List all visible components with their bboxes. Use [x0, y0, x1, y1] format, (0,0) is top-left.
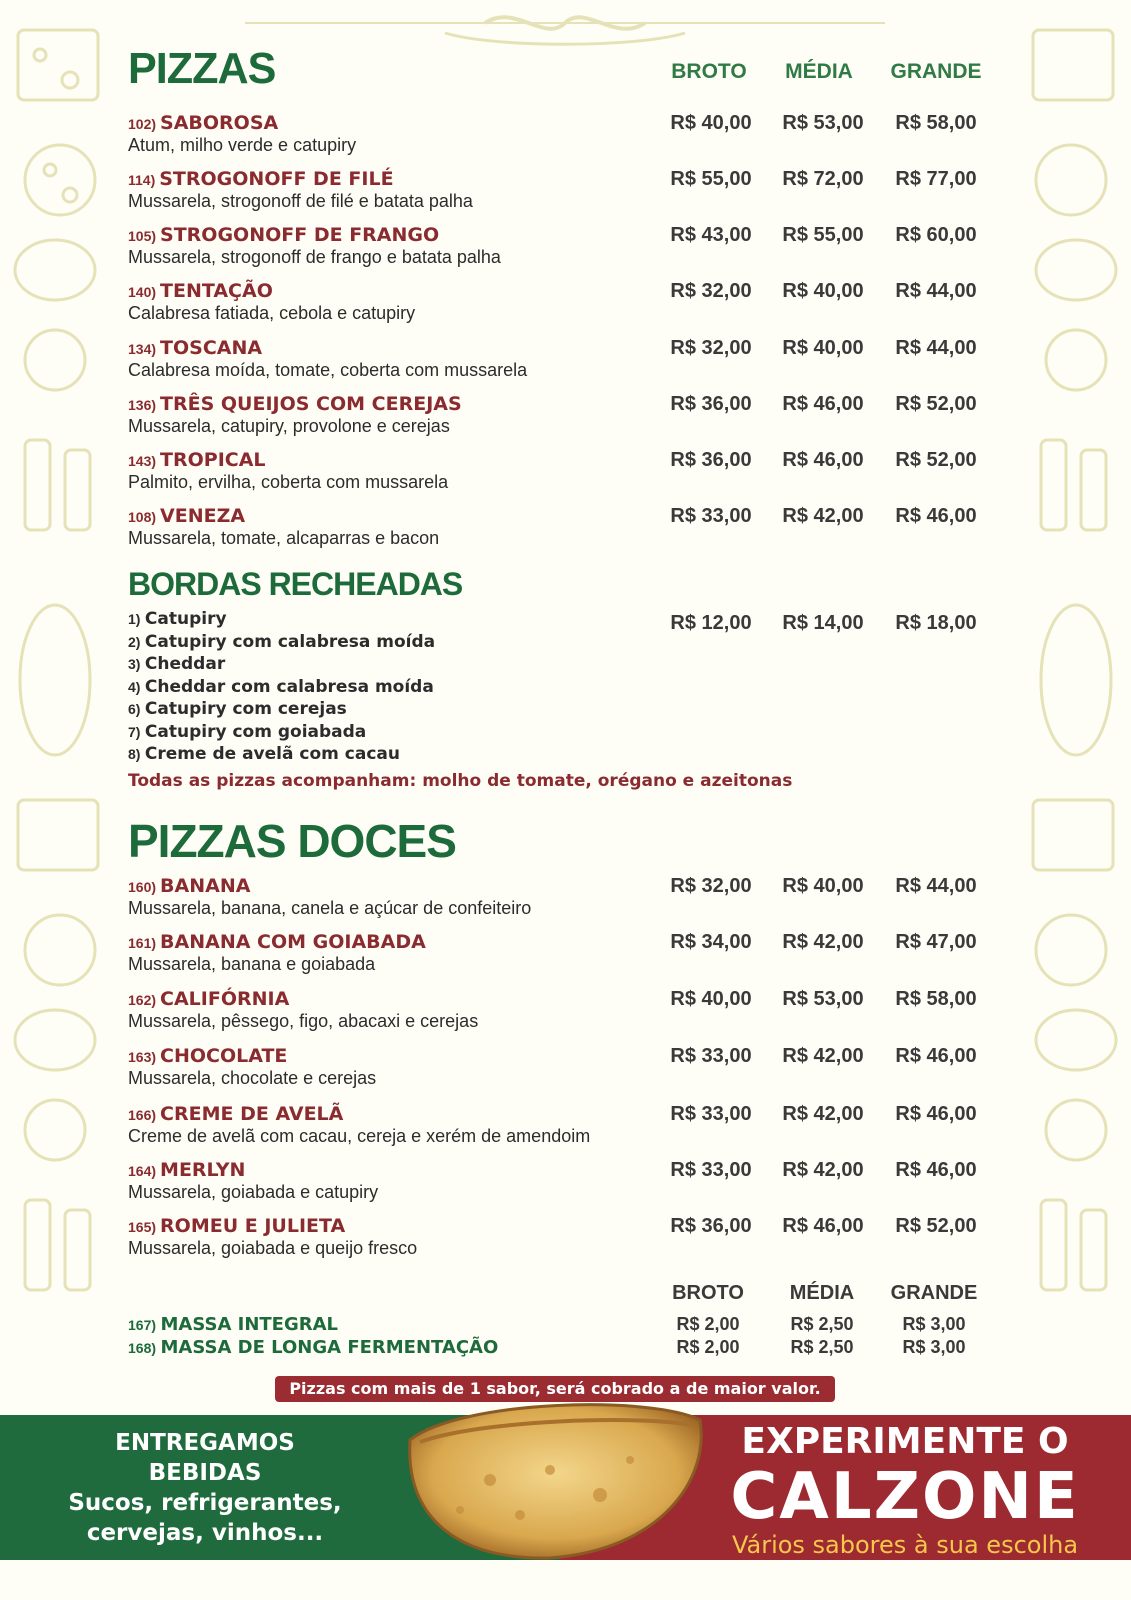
- borda-price-broto: R$ 12,00: [670, 612, 752, 634]
- section-title-pizzas-doces: PIZZAS DOCES: [128, 815, 456, 867]
- price-media: R$ 40,00: [782, 280, 864, 302]
- item-name: BANANA COM GOIABADA: [160, 931, 426, 953]
- item-number: 114): [128, 172, 156, 188]
- drinks-line: Sucos, refrigerantes,: [68, 1490, 342, 1516]
- price-broto: R$ 40,00: [670, 112, 752, 134]
- borda-label: Catupiry com calabresa moída: [144, 631, 436, 652]
- price-grande: R$ 77,00: [895, 168, 977, 190]
- price-grande: R$ 46,00: [895, 1045, 977, 1067]
- item-number: 105): [128, 228, 157, 244]
- item-name: BANANA: [160, 875, 251, 897]
- column-header-grande: GRANDE: [890, 60, 982, 83]
- borda-list: [128, 608, 608, 766]
- borda-label: Catupiry com cerejas: [144, 699, 347, 719]
- borda-number: 7): [128, 723, 141, 740]
- item-description: Mussarela, catupiry, provolone e cerejas: [128, 416, 450, 436]
- price-broto: R$ 33,00: [670, 1159, 752, 1181]
- item-description: Mussarela, banana, canela e açúcar de confeiteiro: [128, 898, 532, 918]
- price-media: R$ 72,00: [782, 168, 864, 190]
- menu-item: [128, 1103, 1008, 1153]
- price-broto: R$ 32,00: [670, 337, 752, 359]
- price-broto: R$ 36,00: [670, 1215, 752, 1237]
- promo-line-2: CALZONE: [730, 1460, 1080, 1534]
- item-description: Creme de avelã com cacau, cereja e xerém de amendoim: [128, 1126, 591, 1146]
- massa-headers: [128, 1282, 1008, 1304]
- column-header-broto: BROTO: [671, 60, 747, 83]
- drinks-line: cervejas, vinhos...: [86, 1520, 324, 1546]
- borda-number: 1): [128, 611, 141, 627]
- item-description: Mussarela, goiabada e catupiry: [128, 1182, 379, 1202]
- borda-label: Catupiry: [144, 609, 227, 629]
- borda-number: 3): [128, 656, 141, 672]
- item-name: MASSA INTEGRAL: [160, 1314, 339, 1335]
- list-item: [128, 721, 608, 744]
- list-item: [128, 676, 608, 699]
- borda-price-grande: R$ 18,00: [895, 612, 977, 634]
- price-broto: R$ 32,00: [670, 875, 752, 897]
- promo-line-1: EXPERIMENTE O: [741, 1421, 1069, 1462]
- price-media: R$ 2,50: [790, 1314, 854, 1334]
- menu-item: [128, 988, 1008, 1038]
- item-number: 167): [128, 1317, 157, 1333]
- item-name: MASSA DE LONGA FERMENTAÇÃO: [160, 1337, 499, 1358]
- item-name: STROGONOFF DE FILÉ: [159, 168, 394, 190]
- price-media: R$ 55,00: [782, 224, 864, 246]
- borda-number: 4): [128, 678, 141, 695]
- item-number: 168): [128, 1340, 157, 1356]
- massa-row: [128, 1337, 1008, 1359]
- column-header-media: MÉDIA: [785, 60, 853, 83]
- item-name: TOSCANA: [160, 337, 263, 359]
- item-name: TENTAÇÃO: [160, 280, 273, 302]
- massa-header-grande: GRANDE: [890, 1282, 978, 1304]
- item-description: Atum, milho verde e catupiry: [128, 135, 357, 155]
- item-description: Mussarela, chocolate e cerejas: [128, 1068, 377, 1088]
- price-grande: R$ 46,00: [895, 505, 977, 527]
- item-name: STROGONOFF DE FRANGO: [160, 224, 440, 246]
- section-title-bordas: BORDAS RECHEADAS: [128, 566, 463, 602]
- item-number: 143): [128, 453, 157, 469]
- price-grande: R$ 46,00: [895, 1103, 977, 1125]
- price-grande: R$ 3,00: [902, 1314, 966, 1334]
- calzone-image: [400, 1400, 710, 1560]
- menu-item: [128, 1159, 1008, 1209]
- item-name: CALIFÓRNIA: [160, 988, 290, 1010]
- item-name: CHOCOLATE: [160, 1045, 288, 1067]
- item-number: 165): [128, 1219, 157, 1235]
- price-media: R$ 42,00: [782, 931, 864, 953]
- price-media: R$ 2,50: [790, 1337, 854, 1357]
- list-item: [128, 608, 608, 631]
- item-number: 134): [128, 341, 157, 357]
- menu-item: [128, 875, 1008, 925]
- item-description: Mussarela, strogonoff de filé e batata palha: [128, 191, 473, 211]
- menu-item: [128, 505, 1008, 555]
- item-number: 164): [128, 1163, 157, 1179]
- item-number: 166): [128, 1107, 157, 1123]
- price-media: R$ 53,00: [782, 988, 864, 1010]
- item-number: 163): [128, 1049, 157, 1065]
- item-name: ROMEU E JULIETA: [160, 1215, 346, 1237]
- item-description: Mussarela, banana e goiabada: [128, 954, 376, 974]
- price-media: R$ 46,00: [782, 1215, 864, 1237]
- item-number: 162): [128, 992, 157, 1008]
- borda-number: 8): [128, 746, 141, 762]
- item-description: Calabresa moída, tomate, coberta com mussarela: [128, 360, 528, 380]
- menu-item: [128, 1215, 1008, 1265]
- list-item: [128, 743, 608, 766]
- price-broto: R$ 40,00: [670, 988, 752, 1010]
- price-grande: R$ 46,00: [895, 1159, 977, 1181]
- price-grande: R$ 44,00: [895, 280, 977, 302]
- price-broto: R$ 36,00: [670, 449, 752, 471]
- price-media: R$ 53,00: [782, 112, 864, 134]
- drinks-text: [30, 1428, 380, 1548]
- food-illustration-right: [1021, 0, 1131, 1440]
- menu-item: [128, 112, 1008, 162]
- price-broto: R$ 2,00: [676, 1337, 740, 1357]
- promo-line-3: Vários sabores à sua escolha: [731, 1531, 1079, 1559]
- massa-header-media: MÉDIA: [789, 1282, 855, 1304]
- borda-number: 6): [128, 701, 141, 717]
- price-grande: R$ 60,00: [895, 224, 977, 246]
- item-description: Mussarela, strogonoff de frango e batata palha: [128, 247, 501, 267]
- menu-item: [128, 931, 1008, 981]
- price-media: R$ 42,00: [782, 1159, 864, 1181]
- multi-flavor-notice: Pizzas com mais de 1 sabor, será cobrado a de maior valor.: [275, 1376, 835, 1402]
- menu-item: [128, 449, 1008, 499]
- bottom-margin: [0, 1560, 1131, 1600]
- list-item: [128, 631, 608, 654]
- item-number: 161): [128, 935, 157, 951]
- price-broto: R$ 32,00: [670, 280, 752, 302]
- menu-item: [128, 393, 1008, 443]
- item-description: Calabresa fatiada, cebola e catupiry: [128, 303, 416, 323]
- price-grande: R$ 44,00: [895, 337, 977, 359]
- price-grande: R$ 52,00: [895, 1215, 977, 1237]
- price-broto: R$ 55,00: [670, 168, 752, 190]
- list-item: [128, 653, 608, 676]
- price-broto: R$ 34,00: [670, 931, 752, 953]
- price-grande: R$ 47,00: [895, 931, 977, 953]
- item-name: SABOROSA: [160, 112, 279, 134]
- borda-price-media: R$ 14,00: [782, 612, 864, 634]
- item-number: 140): [128, 284, 157, 300]
- price-grande: R$ 58,00: [895, 112, 977, 134]
- price-grande: R$ 44,00: [895, 875, 977, 897]
- item-name: CREME DE AVELÃ: [160, 1103, 344, 1125]
- massa-row: [128, 1314, 1008, 1336]
- item-description: Palmito, ervilha, coberta com mussarela: [128, 472, 449, 492]
- massa-header-broto: BROTO: [672, 1282, 744, 1304]
- accompaniment-note: Todas as pizzas acompanham: molho de tomate, orégano e azeitonas: [128, 771, 793, 791]
- item-name: MERLYN: [160, 1159, 246, 1181]
- item-number: 102): [128, 116, 157, 132]
- menu-item: [128, 1045, 1008, 1095]
- price-media: R$ 46,00: [782, 393, 864, 415]
- item-name: TROPICAL: [160, 449, 266, 471]
- price-grande: R$ 58,00: [895, 988, 977, 1010]
- calzone-promo: [700, 1420, 1110, 1560]
- price-media: R$ 46,00: [782, 449, 864, 471]
- price-media: R$ 42,00: [782, 1045, 864, 1067]
- price-media: R$ 40,00: [782, 337, 864, 359]
- price-media: R$ 42,00: [782, 1103, 864, 1125]
- price-media: R$ 40,00: [782, 875, 864, 897]
- top-ornament: [245, 8, 885, 48]
- item-name: VENEZA: [160, 505, 246, 527]
- price-grande: R$ 52,00: [895, 449, 977, 471]
- price-broto: R$ 33,00: [670, 1103, 752, 1125]
- borda-label: Cheddar com calabresa moída: [144, 676, 434, 697]
- price-broto: R$ 33,00: [670, 1045, 752, 1067]
- section-title-pizzas: PIZZAS: [128, 44, 276, 93]
- price-media: R$ 42,00: [782, 505, 864, 527]
- item-number: 108): [128, 509, 157, 525]
- item-number: 136): [128, 397, 157, 413]
- price-broto: R$ 2,00: [676, 1314, 740, 1334]
- price-broto: R$ 33,00: [670, 505, 752, 527]
- menu-item: [128, 280, 1008, 330]
- list-item: [128, 698, 608, 721]
- drinks-line: BEBIDAS: [148, 1460, 262, 1486]
- price-broto: R$ 36,00: [670, 393, 752, 415]
- borda-label: Catupiry com goiabada: [144, 721, 367, 742]
- borda-label: Creme de avelã com cacau: [144, 744, 400, 764]
- drinks-line: ENTREGAMOS: [115, 1430, 295, 1456]
- price-grande: R$ 52,00: [895, 393, 977, 415]
- price-broto: R$ 43,00: [670, 224, 752, 246]
- borda-label: Cheddar: [144, 654, 226, 674]
- menu-item: [128, 168, 1008, 218]
- borda-number: 2): [128, 633, 141, 650]
- item-number: 160): [128, 879, 157, 895]
- item-description: Mussarela, tomate, alcaparras e bacon: [128, 528, 440, 548]
- price-grande: R$ 3,00: [902, 1337, 966, 1357]
- food-illustration-left: [0, 0, 110, 1440]
- item-description: Mussarela, goiabada e queijo fresco: [128, 1238, 418, 1258]
- item-name: TRÊS QUEIJOS COM CEREJAS: [160, 393, 462, 415]
- item-description: Mussarela, pêssego, figo, abacaxi e cerejas: [128, 1011, 479, 1031]
- menu-item: [128, 224, 1008, 274]
- menu-item: [128, 337, 1008, 387]
